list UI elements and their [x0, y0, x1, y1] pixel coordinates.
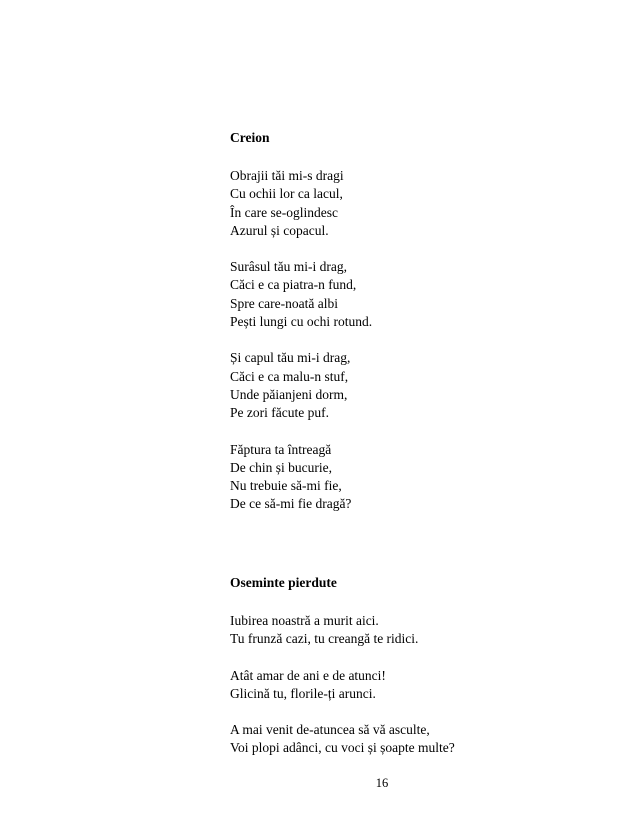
- poem-creion: [230, 129, 610, 514]
- poem-line: Obrajii tăi mi-s dragi: [230, 168, 344, 183]
- poem-line: Făptura ta întreagă: [230, 441, 332, 457]
- poem-title: Oseminte pierdute: [230, 575, 337, 590]
- stanza: [230, 441, 610, 514]
- poem-line: Pești lungi cu ochi rotund.: [230, 314, 373, 330]
- poem-line: Surâsul tău mi-i drag,: [230, 259, 347, 275]
- stanza: [230, 167, 610, 240]
- stanza: [230, 721, 610, 758]
- poem-line: Azurul și copacul.: [230, 222, 329, 238]
- poem-line: De ce să-mi fie dragă?: [230, 496, 352, 512]
- poem-line: Glicină tu, florile-ți arunci.: [230, 685, 376, 701]
- stanza: [230, 258, 610, 331]
- poem-line: Cu ochii lor ca lacul,: [230, 186, 343, 202]
- poem-line: Unde păianjeni dorm,: [230, 386, 348, 402]
- poem-line: De chin și bucurie,: [230, 459, 332, 475]
- stanza: [230, 349, 610, 422]
- poem-oseminte-pierdute: [230, 574, 610, 758]
- poem-line: Atât amar de ani e de atunci!: [230, 667, 386, 683]
- poem-line: Iubirea noastră a murit aici.: [230, 613, 379, 628]
- poem-line: Și capul tău mi-i drag,: [230, 350, 351, 366]
- poem-line: Căci e ca piatra-n fund,: [230, 277, 357, 293]
- stanza: [230, 612, 610, 649]
- poem-title: Creion: [230, 130, 270, 145]
- poem-line: Voi plopi adânci, cu voci și șoapte multe?: [230, 740, 455, 756]
- stanza: [230, 667, 610, 704]
- poem-line: Căci e ca malu-n stuf,: [230, 368, 349, 384]
- poem-line: Nu trebuie să-mi fie,: [230, 478, 342, 494]
- poem-line: Tu frunză cazi, tu creangă te ridici.: [230, 631, 419, 647]
- poem-line: În care se-oglindesc: [230, 204, 338, 220]
- page-number: 16: [375, 776, 389, 790]
- poem-line: Pe zori făcute puf.: [230, 405, 329, 421]
- poem-line: A mai venit de-atuncea să vă asculte,: [230, 722, 430, 738]
- poem-line: Spre care-noată albi: [230, 295, 338, 311]
